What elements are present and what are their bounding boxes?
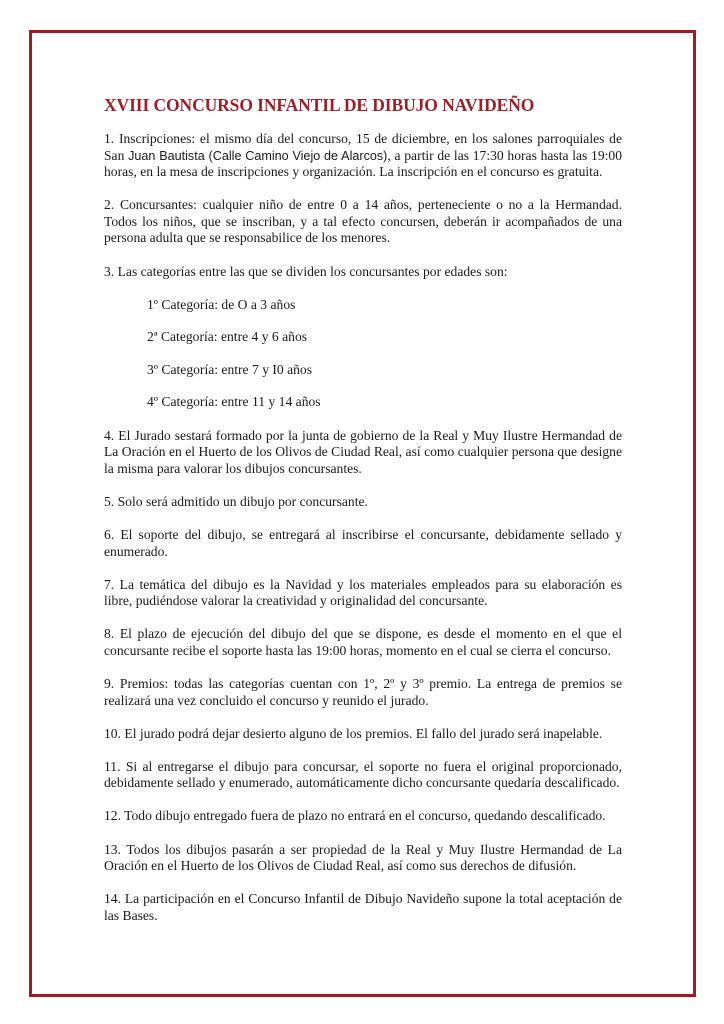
rule-text: La temática del dibujo es la Navidad y los materiales empleados para su elaboración es libre, pudiéndose valorar la creatividad y originalidad del concursante. xyxy=(104,576,622,609)
rule-number: 4. xyxy=(104,427,115,443)
rule-text: Inscripciones: el mismo día del concurso, 15 de diciembre, en los salones parroquiales de San xyxy=(104,131,622,163)
rule-text: Las categorías entre las que se dividen los concursantes por edades son: xyxy=(117,263,508,279)
rule-text: Si al entregarse el dibujo para concursar, el soporte no fuera el original proporcionado, debidamente sellado y enumerado, automáticamente dicho concursante quedaría descalificado. xyxy=(104,758,622,791)
rule-1 xyxy=(104,131,622,181)
rule-text: El soporte del dibujo, se entregará al inscribirse el concursante, debidamente sellado y enumerado. xyxy=(104,526,622,559)
rule-7 xyxy=(104,577,622,610)
rule-number: 1. xyxy=(104,131,115,146)
rule-text: Concursantes: cualquier niño de entre 0 a 14 años, perteneciente o no a la Hermandad. Todos los niños, que se inscriban, y a tal efecto concursen, deberán ir acompañados de una persona adulta que se responsabilice de los menores. xyxy=(104,197,623,246)
rule-10 xyxy=(104,726,622,743)
rule-number: 7. xyxy=(104,576,115,592)
rule-text: El jurado podrá dejar desierto alguno de los premios. El fallo del jurado será inapelable. xyxy=(124,725,603,741)
rule-13 xyxy=(104,842,622,875)
rule-12 xyxy=(104,808,622,825)
rule-text-address: Juan Bautista (Calle Camino Viejo de Alarcos) xyxy=(128,148,388,163)
rule-11 xyxy=(104,759,622,792)
rule-number: 12. xyxy=(104,808,121,824)
rule-number: 8. xyxy=(104,626,115,642)
rule-number: 2. xyxy=(104,197,115,213)
category-item: 1º Categoría: de O a 3 años xyxy=(147,296,296,312)
rule-6 xyxy=(104,527,622,560)
rule-text: Todo dibujo entregado fuera de plazo no entrará en el concurso, quedando descalificado. xyxy=(124,808,606,824)
rule-text: Premios: todas las categorías cuentan con 1º, 2º y 3º premio. La entrega de premios se realizará una vez concluido el concurso y reunido el jurado. xyxy=(104,675,622,708)
rule-text: La participación en el Concurso Infantil de Dibujo Navideño supone la total aceptación de las Bases. xyxy=(104,891,622,923)
rule-2 xyxy=(104,197,622,247)
rule-8 xyxy=(104,626,622,659)
rule-number: 13. xyxy=(104,841,121,857)
rule-14 xyxy=(104,891,622,924)
rule-number: 11. xyxy=(104,758,121,774)
rule-5 xyxy=(104,494,622,511)
rule-text: Solo será admitido un dibujo por concursante. xyxy=(117,493,368,509)
document-body xyxy=(104,95,622,941)
rule-text: El Jurado sestará formado por la junta de gobierno de la Real y Muy Ilustre Hermandad de La Oración en el Huerto de los Olivos de Ciudad Real, así como cualquier persona que designe la misma para valorar los dibujos concursantes. xyxy=(104,427,622,476)
rule-number: 9. xyxy=(104,675,115,691)
rule-text: , a partir de las 17:30 horas hasta las 19:00 horas, en la mesa de inscripciones y organización. La inscripción en el concurso es gratuita. xyxy=(104,147,622,180)
document-title: XVIII CONCURSO INFANTIL DE DIBUJO NAVIDEÑO xyxy=(104,95,535,115)
rule-4 xyxy=(104,428,622,478)
rule-3 xyxy=(104,264,622,281)
category-item: 4º Categoría: entre 11 y 14 años xyxy=(147,394,321,410)
rule-number: 6. xyxy=(104,526,115,542)
rule-9 xyxy=(104,676,622,709)
rule-text: Todos los dibujos pasarán a ser propiedad de la Real y Muy Ilustre Hermandad de La Oración en el Huerto de los Olivos de Ciudad Real, así como sus derechos de difusión. xyxy=(104,841,622,874)
rule-number: 5. xyxy=(104,493,115,509)
rule-number: 14. xyxy=(104,891,121,907)
rule-text: El plazo de ejecución del dibujo del que se dispone, es desde el momento en el que el concursante recibe el soporte hasta las 19:00 horas, momento en el cual se cierra el concurso. xyxy=(104,626,622,658)
category-item: 3º Categoría: entre 7 y I0 años xyxy=(147,361,313,377)
category-item: 2ª Categoría: entre 4 y 6 años xyxy=(147,329,308,345)
rule-number: 10. xyxy=(104,725,121,741)
category-list xyxy=(104,297,622,411)
rule-number: 3. xyxy=(104,263,115,279)
